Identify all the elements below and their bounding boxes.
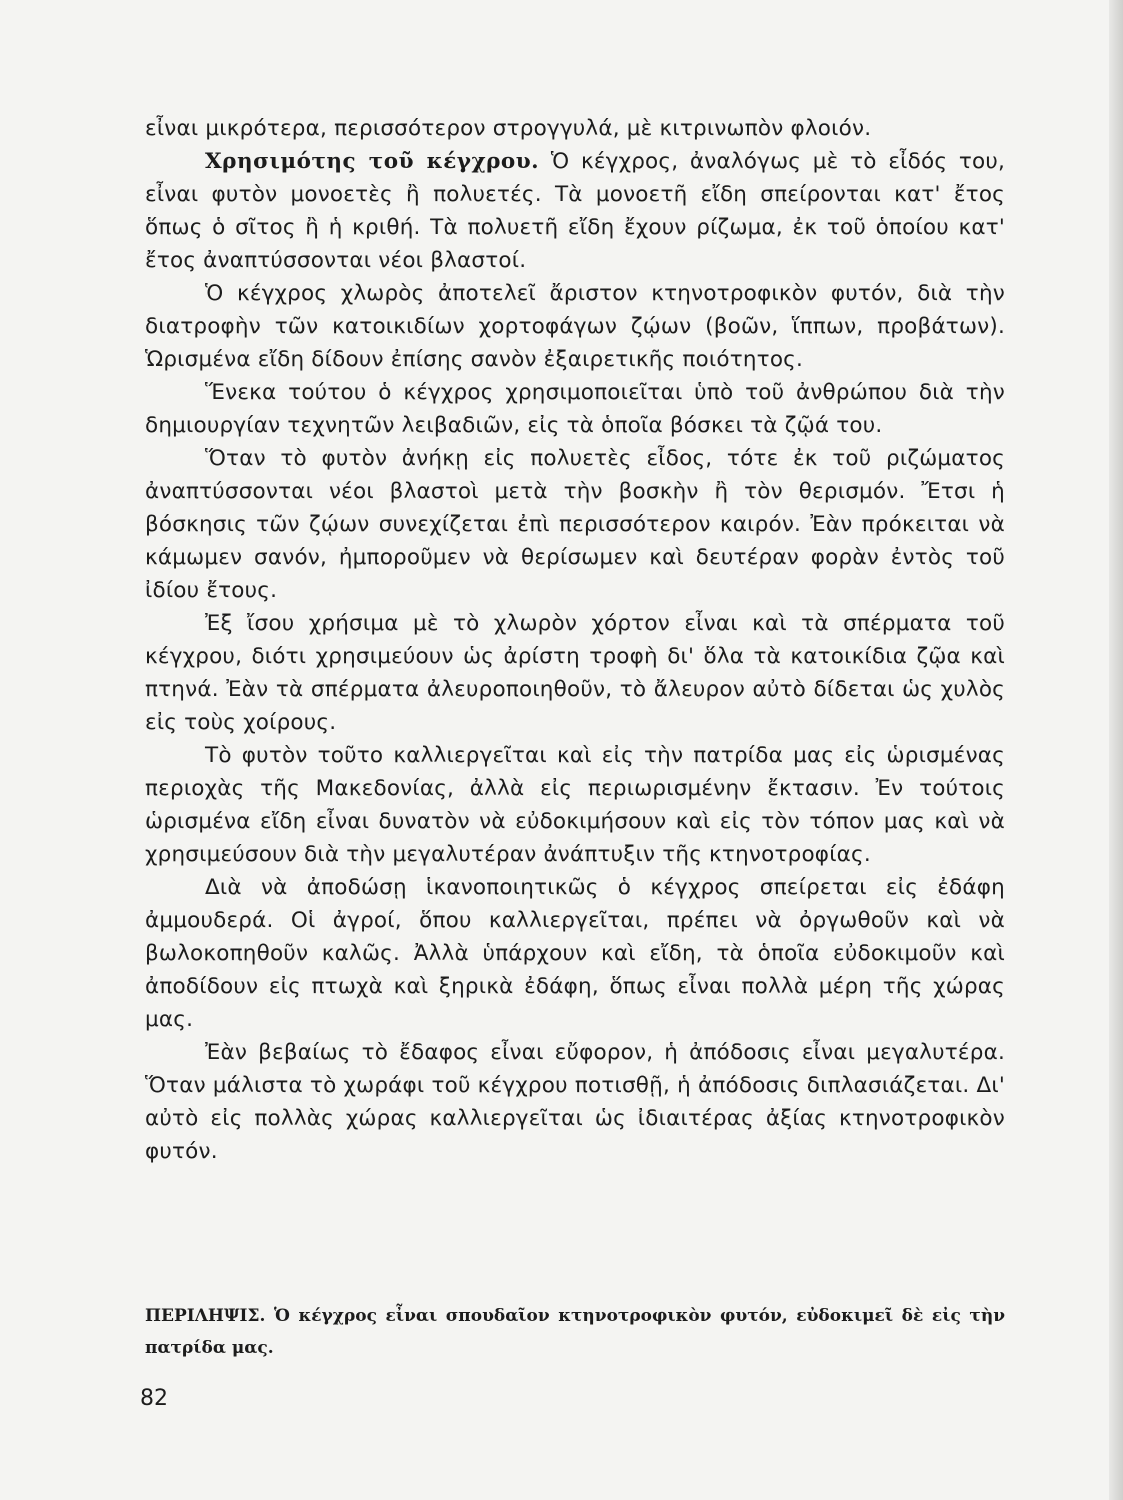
paragraph-text: Ἕνεκα τούτου ὁ κέγχρος χρησιμοποιεῖται ὑπὸ τοῦ ἀνθρώπου διὰ τὴν δημιουργίαν τεχνητῶν λειβαδιῶν, εἰς τὰ ὁποῖα βόσκει τὰ ζῷά του. (145, 380, 1005, 438)
paragraph-1 (145, 112, 1005, 145)
paragraph-2 (145, 145, 1005, 277)
paragraph-text: Ὁ κέγχρος χλωρὸς ἀποτελεῖ ἄριστον κτηνοτροφικὸν φυτόν, διὰ τὴν διατροφὴν τῶν κατοικιδίων χορτοφάγων ζῴων (βοῶν, ἵππων, προβάτων). Ὡρισμένα εἴδη δίδουν ἐπίσης σανὸν ἐξαιρετικῆς ποιότητος. (145, 281, 1005, 372)
paragraph-text: Ἐὰν βεβαίως τὸ ἔδαφος εἶναι εὔφορον, ἡ ἀπόδοσις εἶναι μεγαλυτέρα. Ὅταν μάλιστα τὸ χωράφι τοῦ κέγχρου ποτισθῇ, ἡ ἀπόδοσις διπλασιάζεται. Δι' αὐτὸ εἰς πολλὰς χώρας καλλιεργεῖται ὡς ἰδιαιτέρας ἀξίας κτηνοτροφικὸν φυτόν. (145, 1040, 1005, 1164)
paragraph-text: Ὅταν τὸ φυτὸν ἀνήκῃ εἰς πολυετὲς εἶδος, τότε ἐκ τοῦ ριζώματος ἀναπτύσσονται νέοι βλαστοὶ μετὰ τὴν βοσκὴν ἢ τὸν θερισμόν. Ἔτσι ἡ βόσκησις τῶν ζῴων συνεχίζεται ἐπὶ περισσότερον καιρόν. Ἐὰν πρόκειται νὰ κάμωμεν σανόν, ἠμποροῦμεν νὰ θερίσωμεν καὶ δευτέραν φορὰν ἐντὸς τοῦ ἰδίου ἔτους. (145, 446, 1005, 603)
summary: ΠΕΡΙΛΗΨΙΣ. Ὁ κέγχρος εἶναι σπουδαῖον κτηνοτροφικὸν φυτόν, εὐδοκιμεῖ δὲ εἰς τὴν πατρίδα μας. (145, 1306, 1005, 1358)
paragraph-text: Τὸ φυτὸν τοῦτο καλλιεργεῖται καὶ εἰς τὴν πατρίδα μας εἰς ὡρισμένας περιοχὰς τῆς Μακεδονίας, ἀλλὰ εἰς περιωρισμένην ἔκτασιν. Ἐν τούτοις ὡρισμένα εἴδη εἶναι δυνατὸν νὰ εὐδοκιμήσουν καὶ εἰς τὸν τόπον μας καὶ νὰ χρησιμεύσουν διὰ τὴν μεγαλυτέραν ἀνάπτυξιν τῆς κτηνοτροφίας. (145, 743, 1005, 867)
paragraph-text: Ἐξ ἴσου χρήσιμα μὲ τὸ χλωρὸν χόρτον εἶναι καὶ τὰ σπέρματα τοῦ κέγχρου, διότι χρησιμεύουν ὡς ἀρίστη τροφὴ δι' ὅλα τὰ κατοικίδια ζῷα καὶ πτηνά. Ἐὰν τὰ σπέρματα ἀλευροποιηθοῦν, τὸ ἄλευρον αὐτὸ δίδεται ὡς χυλὸς εἰς τοὺς χοίρους. (145, 611, 1005, 735)
paragraph-6 (145, 607, 1005, 739)
paragraph-5 (145, 442, 1005, 607)
paragraph-8 (145, 871, 1005, 1036)
paragraph-4 (145, 376, 1005, 442)
paragraph-text: Διὰ νὰ ἀποδώσῃ ἱκανοποιητικῶς ὁ κέγχρος σπείρεται εἰς ἐδάφη ἀμμουδερά. Οἱ ἀγροί, ὅπου καλλιεργεῖται, πρέπει νὰ ὀργωθοῦν καὶ νὰ βωλοκοπηθοῦν καλῶς. Ἀλλὰ ὑπάρχουν καὶ εἴδη, τὰ ὁποῖα εὐδοκιμοῦν καὶ ἀποδίδουν εἰς πτωχὰ καὶ ξηρικὰ ἐδάφη, ὅπως εἶναι πολλὰ μέρη τῆς χώρας μας. (145, 875, 1005, 1032)
page-number: 82 (140, 1386, 168, 1411)
paragraph-9 (145, 1036, 1005, 1168)
paragraph-7 (145, 739, 1005, 871)
paragraph-3 (145, 277, 1005, 376)
section-heading: Χρησιμότης τοῦ κέγχρου. (205, 149, 540, 174)
body-text (145, 112, 1005, 1168)
paragraph-text: Ὁ κέγχρος, ἀναλόγως μὲ τὸ εἶδός του, εἶναι φυτὸν μονοετὲς ἢ πολυετές. Τὰ μονοετῆ εἴδη σπείρονται κατ' ἔτος ὅπως ὁ σῖτος ἢ ἡ κριθή. Τὰ πολυετῆ εἴδη ἔχουν ρίζωμα, ἐκ τοῦ ὁποίου κατ' ἔτος ἀναπτύσσονται νέοι βλαστοί. (145, 149, 1005, 273)
page-edge (1109, 0, 1123, 1500)
paragraph-text: εἶναι μικρότερα, περισσότερον στρογγυλά, μὲ κιτρινωπὸν φλοιόν. (145, 116, 872, 141)
